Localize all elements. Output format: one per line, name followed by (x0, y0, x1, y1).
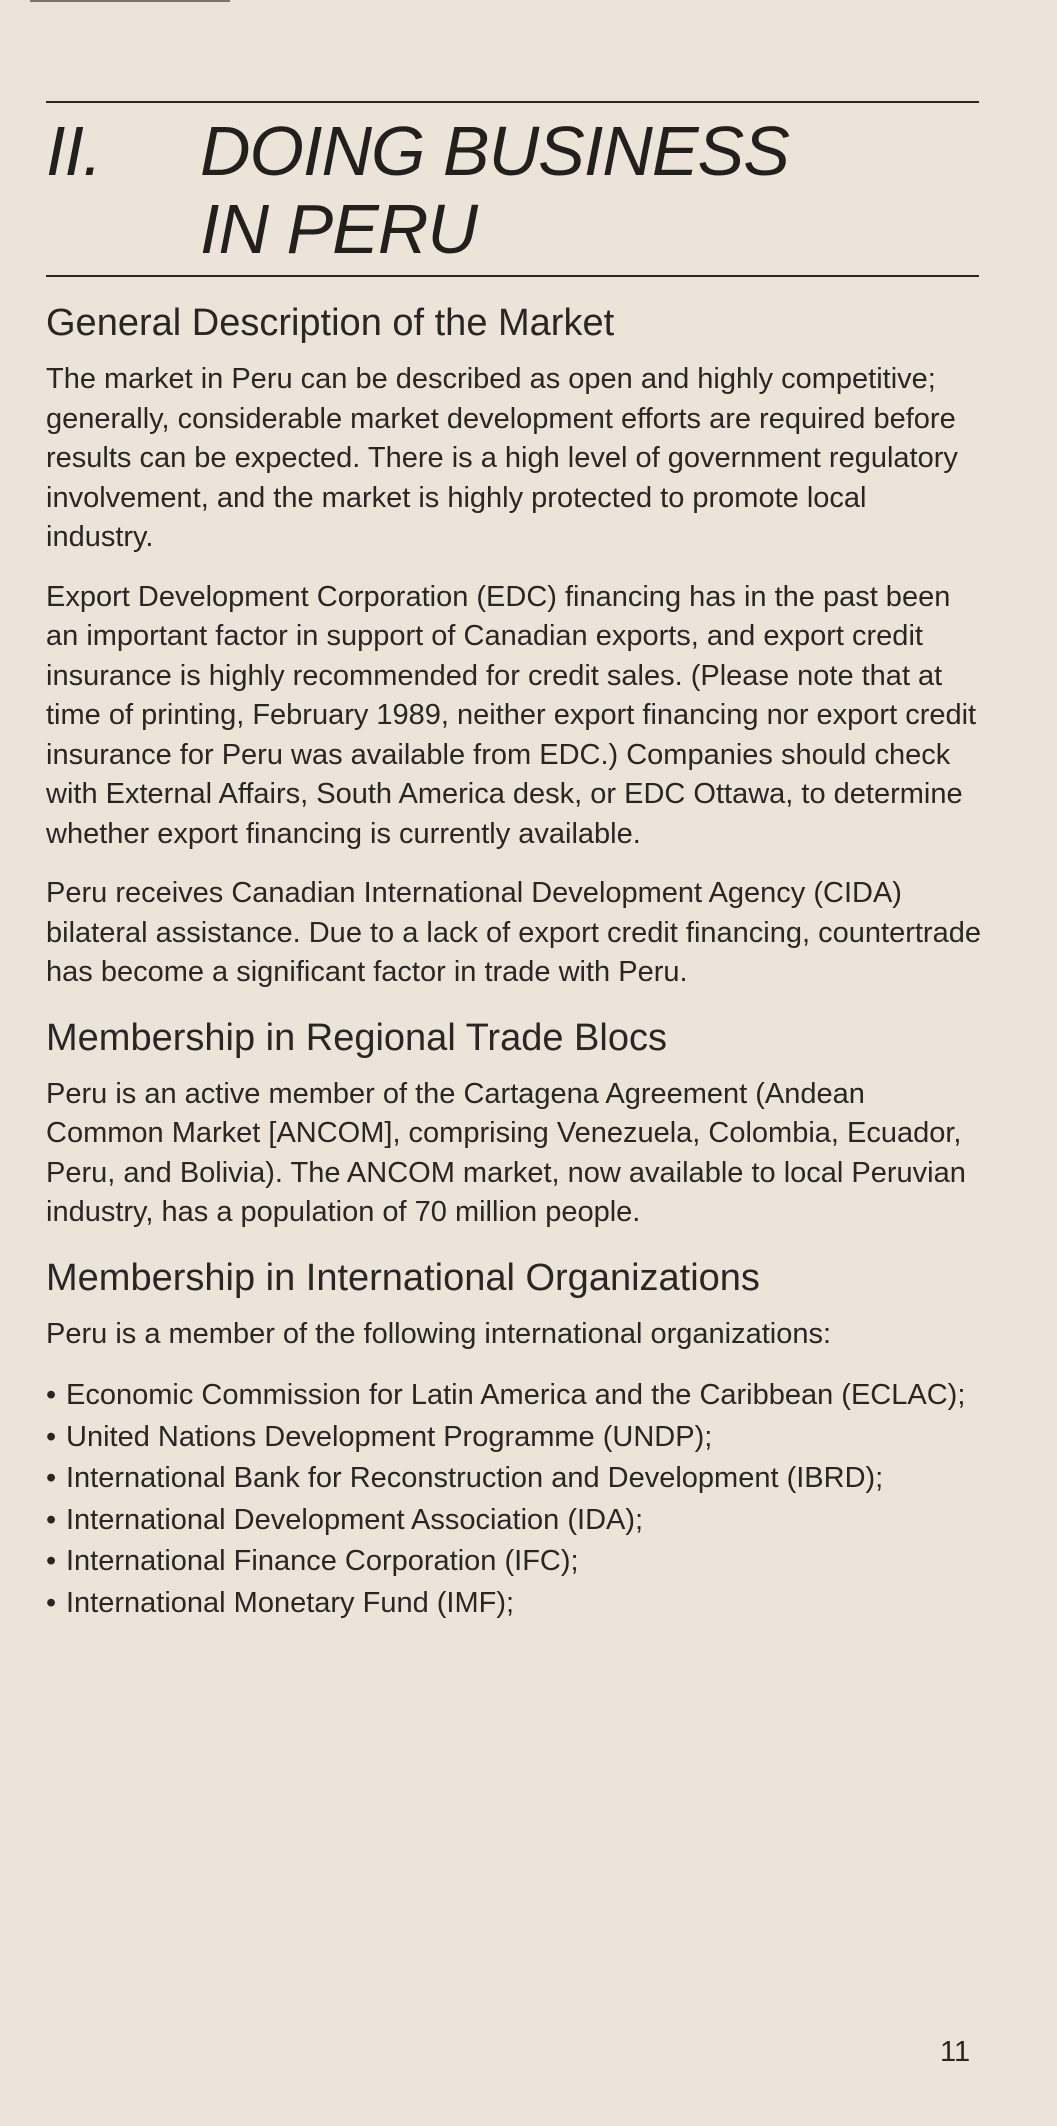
paragraph: Peru is an active member of the Cartagena Agreement (Andean Common Market [ANCOM], comprising Venezuela, Colombia, Ecuador, Peru, and Bolivia). The ANCOM market, now available to local Peruvian industry, has a population of 70 million people. (46, 1077, 966, 1228)
body-content (46, 300, 981, 1625)
list-item (46, 1542, 981, 1582)
bullet: • (46, 1420, 57, 1453)
bullet: • (46, 1503, 57, 1536)
paragraph: Peru receives Canadian International Development Agency (CIDA) bilateral assistance. Due to a lack of export credit financing, countertrade has become a significant factor in trade with Peru. (46, 877, 981, 988)
bullet: • (46, 1462, 57, 1494)
title-top-rule (46, 101, 979, 103)
list-item (46, 1501, 981, 1541)
paragraph: The market in Peru can be described as open and highly competitive; generally, considerable market development efforts are required before results can be expected. There is a high level of government regulatory involvement, and the market is highly protected to promote local industry. (46, 363, 958, 553)
list-item (46, 1459, 981, 1499)
page-number: 11 (940, 2036, 971, 2068)
list-item-text: Economic Commission for Latin America and the Caribbean (ECLAC); (66, 1379, 966, 1411)
chapter-title-line-2: IN PERU (200, 190, 477, 268)
bullet: • (46, 1379, 57, 1411)
paragraph: Export Development Corporation (EDC) financing has in the past been an important factor in support of Canadian exports, and export credit insurance is highly recommended for credit sales. (Please note that at time of printing, February 1989, neither export financing nor export credit insurance for Peru was available from EDC.) Companies should check with External Affairs, South America desk, or EDC Ottawa, to determine whether export financing is currently available. (46, 580, 977, 850)
chapter-title-line-1: DOING BUSINESS (200, 112, 789, 190)
bullet: • (46, 1586, 57, 1619)
list-item (46, 1376, 981, 1416)
section-heading: Membership in Regional Trade Blocs (46, 1016, 667, 1059)
top-edge-rule (30, 0, 230, 2)
chapter-number: II. (46, 112, 102, 190)
list-item-text: International Monetary Fund (IMF); (66, 1586, 515, 1619)
section-market-description (46, 300, 981, 993)
section-international-organizations (46, 1255, 981, 1624)
organization-list (46, 1376, 981, 1623)
list-item-text: International Finance Corporation (IFC); (66, 1545, 579, 1577)
list-item (46, 1584, 981, 1624)
title-bottom-rule (46, 275, 979, 277)
section-heading: General Description of the Market (46, 302, 615, 344)
list-item (46, 1418, 981, 1458)
section-heading: Membership in International Organizations (46, 1256, 760, 1299)
list-item-text: International Development Association (IDA); (66, 1503, 644, 1536)
list-item-text: United Nations Development Programme (UNDP); (66, 1420, 713, 1453)
paragraph: Peru is a member of the following international organizations: (46, 1317, 832, 1350)
section-regional-trade-blocs (46, 1015, 981, 1233)
list-item-text: International Bank for Reconstruction and Development (IBRD); (66, 1462, 884, 1494)
bullet: • (46, 1545, 57, 1577)
